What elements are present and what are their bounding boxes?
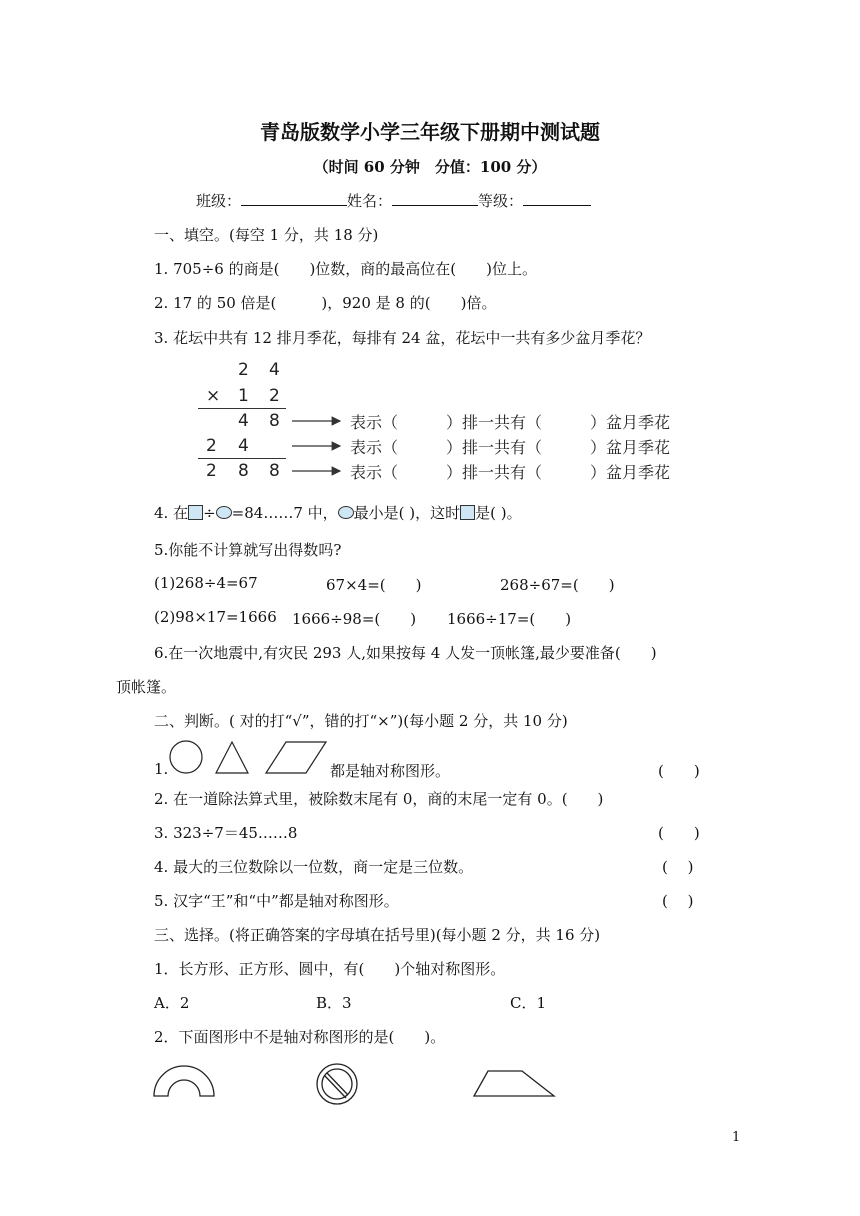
calc-digit: 8 — [269, 461, 280, 481]
s3-q1-option-c: C．1 — [510, 994, 547, 1012]
circle-shape — [170, 741, 202, 773]
s3-q1-option-b: B．3 — [316, 994, 352, 1012]
s1-q5-1a: (1)268÷4=67 — [154, 574, 258, 592]
grade-label: 等级： — [478, 192, 524, 210]
oval-icon — [216, 506, 232, 519]
s1-q6-line1: 6.在一次地震中,有灾民 293 人,如果按每 4 人发一顶帐篷,最少要准备( ) — [154, 644, 657, 662]
calc-digit: 4 — [238, 411, 249, 431]
class-label: 班级： — [196, 192, 242, 210]
answer-paren[interactable]: ( ) — [658, 762, 700, 780]
s1-q5: 5.你能不计算就写出得数吗? — [154, 541, 342, 559]
s1-q5-1b: 67×4=( ) — [326, 576, 422, 594]
s1-q5-2b: 1666÷98=( ) — [292, 610, 417, 628]
no-sign-slash-1 — [327, 1073, 348, 1095]
calc-note: 表示（ ）排一共有（ ）盆月季花 — [350, 438, 671, 457]
calc-digit: 2 — [238, 360, 249, 380]
answer-paren[interactable]: ( ) — [662, 858, 694, 876]
s1-q1: 1. 705÷6 的商是( )位数，商的最高位在( )位上。 — [154, 260, 538, 278]
s1-q5-2c: 1666÷17=( ) — [447, 610, 572, 628]
q4-text: 最小是( )，这时 — [353, 504, 461, 522]
calc-times: × — [206, 386, 221, 406]
calc-digit: 1 — [238, 386, 249, 406]
calc-digit: 4 — [269, 360, 280, 380]
arrow-icons — [290, 408, 346, 478]
section2-heading: 二、判断。( 对的打“√”，错的打“×”)(每小题 2 分，共 10 分) — [154, 712, 568, 730]
q4-text: 4. 在 — [154, 504, 189, 522]
calc-digit: 8 — [269, 411, 280, 431]
q4-text: 是( )。 — [475, 504, 522, 522]
oval-icon — [338, 506, 354, 519]
grade-blank[interactable] — [523, 191, 591, 206]
name-blank[interactable] — [392, 191, 478, 206]
answer-paren[interactable]: ( ) — [658, 824, 700, 842]
s2-q5: 5. 汉字“王”和“中”都是轴对称图形。 — [154, 892, 399, 910]
page-number: 1 — [732, 1130, 741, 1145]
s2-q3: 3. 323÷7＝45……8 — [154, 824, 298, 842]
trapezoid-shape — [474, 1071, 554, 1096]
no-sign-slash-2 — [325, 1076, 346, 1098]
calc-rule — [198, 408, 286, 409]
q4-text: =84……7 中， — [231, 504, 338, 522]
s2-q1-number: 1. — [154, 760, 169, 778]
calc-digit: 2 — [269, 386, 280, 406]
answer-paren[interactable]: ( ) — [662, 892, 694, 910]
square-icon — [460, 505, 475, 520]
section1-heading: 一、填空。(每空 1 分，共 18 分) — [154, 226, 379, 244]
triangle-shape — [216, 742, 248, 773]
s2-q1-text: 都是轴对称图形。 — [330, 762, 451, 780]
s1-q6-line2: 顶帐篷。 — [116, 678, 177, 696]
choice-shapes-figure — [150, 1060, 570, 1112]
calc-note: 表示（ ）排一共有（ ）盆月季花 — [350, 413, 671, 432]
s1-q3: 3. 花坛中共有 12 排月季花，每排有 24 盆，花坛中一共有多少盆月季花？ — [154, 329, 651, 347]
s3-q1: 1．长方形、正方形、圆中，有( )个轴对称图形。 — [154, 960, 506, 978]
arch-shape — [154, 1066, 214, 1096]
page-subtitle: （时间 60 分钟 分值：100 分） — [313, 158, 547, 176]
calc-note: 表示（ ）排一共有（ ）盆月季花 — [350, 463, 671, 482]
parallelogram-shape — [266, 742, 326, 773]
s1-q5-1c: 268÷67=( ) — [500, 576, 615, 594]
calc-digit: 8 — [238, 461, 249, 481]
s1-q2: 2. 17 的 50 倍是( )，920 是 8 的( )倍。 — [154, 294, 497, 312]
s2-q4: 4. 最大的三位数除以一位数，商一定是三位数。 — [154, 858, 474, 876]
s3-q2: 2．下面图形中不是轴对称图形的是( )。 — [154, 1028, 446, 1046]
name-label: 姓名： — [347, 192, 393, 210]
s1-q5-2a: (2)98×17=1666 — [154, 608, 277, 626]
s3-q1-option-a: A．2 — [154, 994, 190, 1012]
section3-heading: 三、选择。(将正确答案的字母填在括号里)(每小题 2 分，共 16 分) — [154, 926, 601, 944]
calc-digit: 2 — [206, 461, 217, 481]
shapes-figure — [168, 738, 328, 778]
calc-digit: 2 — [206, 436, 217, 456]
student-info-line — [196, 190, 591, 211]
square-icon — [188, 505, 203, 520]
s2-q2: 2. 在一道除法算式里，被除数末尾有 0，商的末尾一定有 0。( ) — [154, 790, 604, 808]
page-title: 青岛版数学小学三年级下册期中测试题 — [260, 120, 600, 144]
s1-q4 — [154, 502, 522, 523]
calc-digit: 4 — [238, 436, 249, 456]
class-blank[interactable] — [241, 191, 347, 206]
calc-rule — [198, 458, 286, 459]
q4-text: ÷ — [203, 504, 216, 522]
